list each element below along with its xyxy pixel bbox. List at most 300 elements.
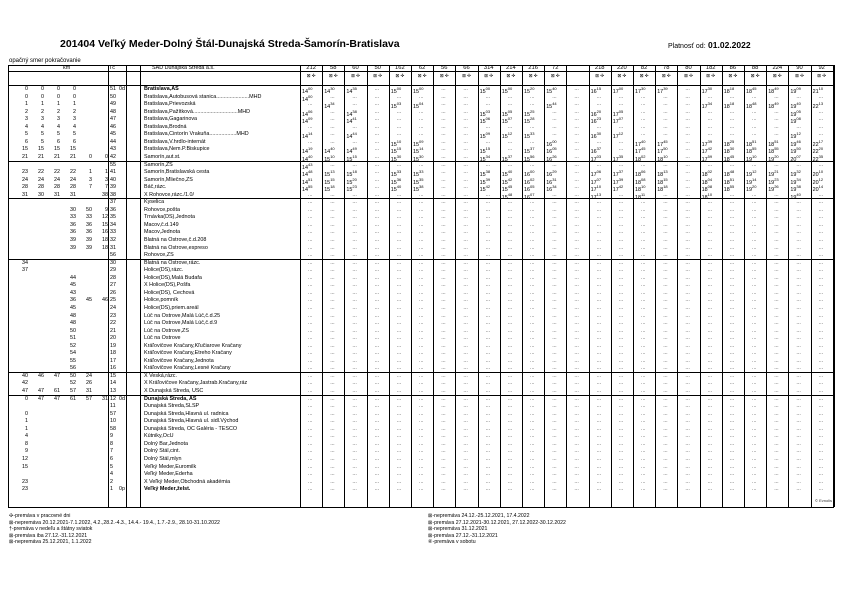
departure-time: $14^{06}$: [302, 108, 313, 118]
empty-cell-mark: ...: [663, 395, 668, 402]
empty-cell-mark: ...: [330, 93, 335, 100]
empty-cell-mark: ...: [818, 471, 824, 478]
empty-cell-mark: ...: [419, 229, 424, 236]
km-value: 0: [25, 395, 28, 402]
empty-cell-mark: ...: [396, 312, 402, 319]
km-value: 61: [70, 395, 76, 402]
empty-cell-mark: ...: [641, 471, 646, 478]
empty-cell-mark: ...: [552, 304, 557, 311]
km-value: 47: [54, 372, 60, 379]
empty-cell-mark: ...: [352, 440, 357, 447]
station-name: Holice(DS), Čechová: [144, 289, 195, 296]
departure-time: $18^{02}$: [635, 153, 646, 163]
empty-cell-mark: ...: [774, 297, 779, 304]
empty-cell-mark: ...: [419, 388, 424, 394]
empty-cell-mark: ...: [419, 206, 424, 213]
empty-cell-mark: ...: [485, 304, 491, 311]
empty-cell-mark: ...: [507, 244, 513, 251]
trip-number: 50: [374, 65, 381, 71]
empty-cell-mark: ...: [463, 365, 468, 372]
empty-cell-mark: ...: [796, 357, 801, 364]
empty-cell-mark: ...: [308, 327, 313, 334]
empty-cell-mark: ...: [507, 214, 513, 221]
empty-cell-mark: ...: [641, 289, 646, 296]
empty-cell-mark: ...: [374, 259, 380, 266]
empty-cell-mark: ...: [796, 312, 801, 319]
empty-cell-mark: ...: [774, 342, 779, 349]
trip-symbols: ⊠ ✣: [706, 73, 716, 78]
empty-cell-mark: ...: [574, 138, 579, 145]
tc-number: 30: [110, 259, 116, 266]
departure-time: $17^{42}$: [612, 184, 624, 193]
empty-cell-mark: ...: [707, 380, 713, 387]
empty-cell-mark: ...: [752, 335, 757, 342]
empty-cell-mark: ...: [352, 486, 357, 493]
km-value: 39: [70, 244, 76, 251]
empty-cell-mark: ...: [752, 199, 757, 206]
departure-time: $17^{12}$: [612, 131, 624, 141]
empty-cell-mark: ...: [796, 93, 801, 100]
empty-cell-mark: ...: [374, 153, 380, 160]
empty-cell-mark: ...: [685, 274, 690, 281]
empty-cell-mark: ...: [552, 448, 557, 455]
departure-time: $15^{48}$: [501, 191, 513, 201]
empty-cell-mark: ...: [618, 123, 624, 130]
empty-cell-mark: ...: [530, 274, 535, 281]
footnote-left: ⊠-premáva iba 27.12.-31.12.2021: [9, 532, 88, 539]
empty-cell-mark: ...: [574, 146, 579, 153]
empty-cell-mark: ...: [663, 229, 668, 236]
empty-cell-mark: ...: [663, 123, 668, 130]
empty-cell-mark: ...: [374, 372, 380, 379]
empty-cell-mark: ...: [685, 372, 690, 379]
empty-cell-mark: ...: [729, 199, 735, 206]
empty-cell-mark: ...: [707, 342, 713, 349]
empty-cell-mark: ...: [707, 312, 713, 319]
departure-time: $16^{31}$: [546, 176, 557, 186]
empty-cell-mark: ...: [818, 388, 824, 394]
empty-cell-mark: ...: [707, 335, 713, 342]
empty-cell-mark: ...: [507, 365, 513, 372]
empty-cell-mark: ...: [530, 244, 535, 251]
empty-cell-mark: ...: [729, 123, 735, 130]
empty-cell-mark: ...: [374, 229, 380, 236]
empty-cell-mark: ...: [308, 372, 313, 379]
empty-cell-mark: ...: [419, 365, 424, 372]
empty-cell-mark: ...: [596, 252, 602, 259]
tc-number: 39: [110, 184, 116, 191]
km-value: 21: [54, 153, 60, 160]
trip-number: 220: [617, 65, 627, 71]
empty-cell-mark: ...: [330, 342, 335, 349]
empty-cell-mark: ...: [596, 93, 602, 100]
empty-cell-mark: ...: [796, 282, 801, 289]
empty-cell-mark: ...: [485, 244, 491, 251]
km-value: 23: [22, 486, 28, 493]
empty-cell-mark: ...: [796, 388, 801, 394]
empty-cell-mark: ...: [396, 486, 402, 493]
column-divider: [8, 65, 9, 507]
empty-cell-mark: ...: [663, 252, 668, 259]
departure-time: $18^{18}$: [657, 184, 668, 193]
km-value: 15: [54, 146, 60, 153]
empty-cell-mark: ...: [685, 191, 690, 198]
empty-cell-mark: ...: [796, 206, 801, 213]
departure-time: $17^{40}$: [635, 138, 646, 148]
empty-cell-mark: ...: [463, 282, 468, 289]
empty-cell-mark: ...: [330, 108, 335, 115]
empty-cell-mark: ...: [752, 252, 757, 259]
tc-number: 51: [110, 86, 116, 92]
empty-cell-mark: ...: [752, 342, 757, 349]
empty-cell-mark: ...: [330, 297, 335, 304]
km-value: 0: [73, 86, 76, 92]
empty-cell-mark: ...: [396, 463, 402, 470]
empty-cell-mark: ...: [818, 327, 824, 334]
empty-cell-mark: ...: [308, 365, 313, 372]
empty-cell-mark: ...: [641, 267, 646, 274]
empty-cell-mark: ...: [818, 410, 824, 417]
km-value: 52: [70, 380, 76, 387]
empty-cell-mark: ...: [308, 297, 313, 304]
departure-time: $15^{15}$: [346, 153, 357, 163]
km-value: 52: [70, 342, 76, 349]
departure-time: $18^{55}$: [723, 184, 735, 193]
empty-cell-mark: ...: [707, 455, 713, 462]
departure-time: $14^{00}$: [302, 93, 313, 103]
empty-cell-mark: ...: [463, 478, 468, 485]
tc-number: 23: [110, 312, 116, 319]
empty-cell-mark: ...: [707, 463, 713, 470]
departure-time: $15^{25}$: [524, 108, 535, 118]
empty-cell-mark: ...: [419, 425, 424, 432]
empty-cell-mark: ...: [663, 486, 668, 493]
empty-cell-mark: ...: [308, 486, 313, 493]
station-name: Veľký Meder,želst.: [144, 486, 191, 493]
empty-cell-mark: ...: [552, 93, 557, 100]
empty-cell-mark: ...: [507, 304, 513, 311]
departure-time: $15^{35}$: [413, 176, 424, 186]
empty-cell-mark: ...: [352, 274, 357, 281]
km-value: 24: [70, 176, 76, 183]
empty-cell-mark: ...: [463, 169, 468, 176]
empty-cell-mark: ...: [818, 395, 824, 402]
station-name: Veľký Meder,Euromilk: [144, 463, 197, 470]
tc-number: 46: [110, 123, 116, 130]
empty-cell-mark: ...: [330, 229, 335, 236]
tc-number: 14: [110, 380, 116, 387]
empty-cell-mark: ...: [530, 312, 535, 319]
empty-cell-mark: ...: [663, 455, 668, 462]
empty-cell-mark: ...: [308, 191, 313, 198]
empty-cell-mark: ...: [330, 304, 335, 311]
empty-cell-mark: ...: [618, 448, 624, 455]
empty-cell-mark: ...: [818, 123, 824, 130]
empty-cell-mark: ...: [707, 433, 713, 440]
empty-cell-mark: ...: [685, 267, 690, 274]
km-value: 24: [54, 176, 60, 183]
empty-cell-mark: ...: [552, 206, 557, 213]
empty-cell-mark: ...: [552, 440, 557, 447]
station-name: Šamorín,Bratislavská cesta: [144, 169, 210, 176]
km-value: 24: [38, 176, 44, 183]
km-value: 21: [38, 153, 44, 160]
empty-cell-mark: ...: [641, 478, 646, 485]
empty-cell-mark: ...: [485, 425, 491, 432]
empty-cell-mark: ...: [774, 448, 779, 455]
tc-number: 9: [110, 433, 113, 440]
station-name: X Holice(DS),Pošfa: [144, 282, 191, 289]
empty-cell-mark: ...: [796, 433, 801, 440]
footnote-right: ⑥-premáva v sobotu: [428, 539, 476, 546]
empty-cell-mark: ...: [530, 101, 535, 108]
empty-cell-mark: ...: [707, 365, 713, 372]
footnote-right: ⊠-premáva 27.12.2021-30.12.2021, 27.12.2022-30.12.2022: [428, 519, 566, 526]
empty-cell-mark: ...: [396, 116, 402, 123]
tc-number: 55: [110, 161, 116, 168]
empty-cell-mark: ...: [752, 214, 757, 221]
departure-time: $15^{40}$: [501, 169, 513, 178]
empty-cell-mark: ...: [707, 410, 713, 417]
empty-cell-mark: ...: [463, 259, 468, 266]
empty-cell-mark: ...: [308, 403, 313, 410]
km-value: 36: [86, 229, 92, 236]
empty-cell-mark: ...: [308, 440, 313, 447]
empty-cell-mark: ...: [507, 486, 513, 493]
departure-time: $17^{30}$: [701, 86, 713, 95]
departure-time: $14^{41}$: [346, 116, 357, 125]
empty-cell-mark: ...: [374, 320, 380, 327]
empty-cell-mark: ...: [374, 304, 380, 311]
empty-cell-mark: ...: [374, 395, 380, 402]
km-value: 21: [70, 153, 76, 160]
empty-cell-mark: ...: [463, 335, 468, 342]
trip-number: 72: [552, 65, 559, 71]
empty-cell-mark: ...: [752, 123, 757, 130]
empty-cell-mark: ...: [419, 335, 424, 342]
departure-time: $16^{02}$: [524, 176, 535, 186]
station-name: Dunajská Streda,Hlavná ul. radnica: [144, 410, 229, 417]
departure-time: $19^{08}$: [790, 116, 801, 125]
empty-cell-mark: ...: [530, 342, 535, 349]
tc-number: 13: [110, 388, 116, 394]
empty-cell-mark: ...: [818, 357, 824, 364]
departure-time: $15^{03}$: [479, 108, 491, 118]
empty-cell-mark: ...: [596, 335, 602, 342]
empty-cell-mark: ...: [707, 440, 713, 447]
empty-cell-mark: ...: [308, 123, 313, 130]
empty-cell-mark: ...: [818, 108, 824, 115]
column-divider: [566, 65, 567, 507]
column-divider: [522, 65, 523, 507]
empty-cell-mark: ...: [641, 395, 646, 402]
empty-cell-mark: ...: [352, 123, 357, 130]
station-name: Báč,rázc.: [144, 184, 167, 191]
empty-cell-mark: ...: [707, 267, 713, 274]
empty-cell-mark: ...: [774, 410, 779, 417]
empty-cell-mark: ...: [796, 214, 801, 221]
empty-cell-mark: ...: [685, 433, 690, 440]
empty-cell-mark: ...: [352, 221, 357, 228]
empty-cell-mark: ...: [796, 252, 801, 259]
empty-cell-mark: ...: [441, 418, 446, 425]
empty-cell-mark: ...: [330, 440, 335, 447]
departure-time: $15^{14}$: [413, 146, 424, 156]
empty-cell-mark: ...: [352, 138, 357, 145]
empty-cell-mark: ...: [818, 237, 824, 243]
empty-cell-mark: ...: [774, 282, 779, 289]
empty-cell-mark: ...: [396, 161, 402, 168]
empty-cell-mark: ...: [463, 425, 468, 432]
empty-cell-mark: ...: [818, 116, 824, 123]
km-value: 4: [73, 123, 76, 130]
station-name: X Veľký Meder,Obchodná akadémia: [144, 478, 231, 485]
arr-dep-mark: 0d: [119, 86, 125, 92]
departure-time: $15^{36}$: [390, 176, 402, 186]
tc-number: 4: [110, 471, 113, 478]
departure-time: $15^{45}$: [501, 184, 513, 193]
empty-cell-mark: ...: [618, 320, 624, 327]
empty-cell-mark: ...: [707, 123, 713, 130]
empty-cell-mark: ...: [796, 123, 801, 130]
empty-cell-mark: ...: [818, 448, 824, 455]
empty-cell-mark: ...: [729, 191, 735, 198]
empty-cell-mark: ...: [574, 108, 579, 115]
empty-cell-mark: ...: [419, 161, 424, 168]
empty-cell-mark: ...: [729, 395, 735, 402]
empty-cell-mark: ...: [641, 108, 646, 115]
empty-cell-mark: ...: [663, 289, 668, 296]
departure-time: $18^{55}$: [768, 146, 779, 156]
empty-cell-mark: ...: [818, 297, 824, 304]
empty-cell-mark: ...: [752, 93, 757, 100]
empty-cell-mark: ...: [618, 244, 624, 251]
empty-cell-mark: ...: [729, 350, 735, 357]
empty-cell-mark: ...: [419, 403, 424, 410]
departure-time: $16^{29}$: [546, 169, 557, 178]
empty-cell-mark: ...: [685, 357, 690, 364]
tc-number: 32: [110, 237, 116, 243]
empty-cell-mark: ...: [308, 410, 313, 417]
station-name: Kútniky,OcÚ: [144, 433, 174, 440]
empty-cell-mark: ...: [507, 440, 513, 447]
km-value: 7: [89, 184, 92, 191]
empty-cell-mark: ...: [596, 312, 602, 319]
empty-cell-mark: ...: [796, 297, 801, 304]
empty-cell-mark: ...: [330, 123, 335, 130]
tc-number: 10: [110, 418, 116, 425]
empty-cell-mark: ...: [752, 425, 757, 432]
empty-cell-mark: ...: [374, 191, 380, 198]
departure-time: $18^{55}$: [746, 146, 757, 156]
empty-cell-mark: ...: [507, 229, 513, 236]
empty-cell-mark: ...: [419, 471, 424, 478]
empty-cell-mark: ...: [507, 199, 513, 206]
empty-cell-mark: ...: [641, 425, 646, 432]
empty-cell-mark: ...: [308, 350, 313, 357]
empty-cell-mark: ...: [352, 282, 357, 289]
empty-cell-mark: ...: [729, 237, 735, 243]
empty-cell-mark: ...: [641, 372, 646, 379]
validity-label: Platnosť od:: [668, 43, 706, 50]
empty-cell-mark: ...: [552, 312, 557, 319]
km-value: 15: [22, 146, 28, 153]
empty-cell-mark: ...: [463, 123, 468, 130]
empty-cell-mark: ...: [641, 410, 646, 417]
empty-cell-mark: ...: [663, 244, 668, 251]
empty-cell-mark: ...: [729, 93, 735, 100]
empty-cell-mark: ...: [530, 214, 535, 221]
empty-cell-mark: ...: [352, 191, 357, 198]
empty-cell-mark: ...: [463, 471, 468, 478]
empty-cell-mark: ...: [374, 206, 380, 213]
station-name: Dunajská Streda,Hlavná ul. sidl.Východ: [144, 418, 239, 425]
empty-cell-mark: ...: [707, 206, 713, 213]
empty-cell-mark: ...: [574, 335, 579, 342]
empty-cell-mark: ...: [330, 455, 335, 462]
empty-cell-mark: ...: [308, 206, 313, 213]
empty-cell-mark: ...: [419, 131, 424, 138]
empty-cell-mark: ...: [618, 357, 624, 364]
empty-cell-mark: ...: [308, 320, 313, 327]
empty-cell-mark: ...: [374, 237, 380, 243]
empty-cell-mark: ...: [663, 448, 668, 455]
empty-cell-mark: ...: [374, 244, 380, 251]
tc-number: 11: [110, 403, 116, 410]
empty-cell-mark: ...: [618, 342, 624, 349]
empty-cell-mark: ...: [574, 425, 579, 432]
trip-symbols: ⊠ ✣: [728, 73, 738, 78]
validity: [668, 40, 751, 50]
empty-cell-mark: ...: [618, 191, 624, 198]
empty-cell-mark: ...: [441, 191, 446, 198]
empty-cell-mark: ...: [419, 312, 424, 319]
empty-cell-mark: ...: [707, 471, 713, 478]
column-divider: [811, 65, 812, 507]
km-value: 18: [102, 244, 108, 251]
empty-cell-mark: ...: [330, 199, 335, 206]
empty-cell-mark: ...: [530, 161, 535, 168]
trip-number: 90: [796, 65, 803, 71]
empty-cell-mark: ...: [618, 237, 624, 243]
empty-cell-mark: ...: [441, 184, 446, 191]
empty-cell-mark: ...: [552, 342, 557, 349]
empty-cell-mark: ...: [463, 418, 468, 425]
empty-cell-mark: ...: [530, 289, 535, 296]
empty-cell-mark: ...: [796, 335, 801, 342]
empty-cell-mark: ...: [618, 252, 624, 259]
empty-cell-mark: ...: [574, 357, 579, 364]
empty-cell-mark: ...: [530, 206, 535, 213]
tc-number: 38: [110, 191, 116, 198]
empty-cell-mark: ...: [685, 365, 690, 372]
empty-cell-mark: ...: [752, 244, 757, 251]
empty-cell-mark: ...: [374, 440, 380, 447]
empty-cell-mark: ...: [818, 335, 824, 342]
station-name: Rohovce,pošta: [144, 206, 180, 213]
empty-cell-mark: ...: [796, 289, 801, 296]
departure-time: $15^{42}$: [479, 184, 491, 193]
empty-cell-mark: ...: [463, 214, 468, 221]
empty-cell-mark: ...: [774, 455, 779, 462]
departure-time: $17^{50}$: [657, 146, 668, 156]
empty-cell-mark: ...: [463, 463, 468, 470]
empty-cell-mark: ...: [507, 357, 513, 364]
km-value: 31: [54, 191, 60, 198]
empty-cell-mark: ...: [729, 229, 735, 236]
empty-cell-mark: ...: [374, 252, 380, 259]
empty-cell-mark: ...: [396, 274, 402, 281]
